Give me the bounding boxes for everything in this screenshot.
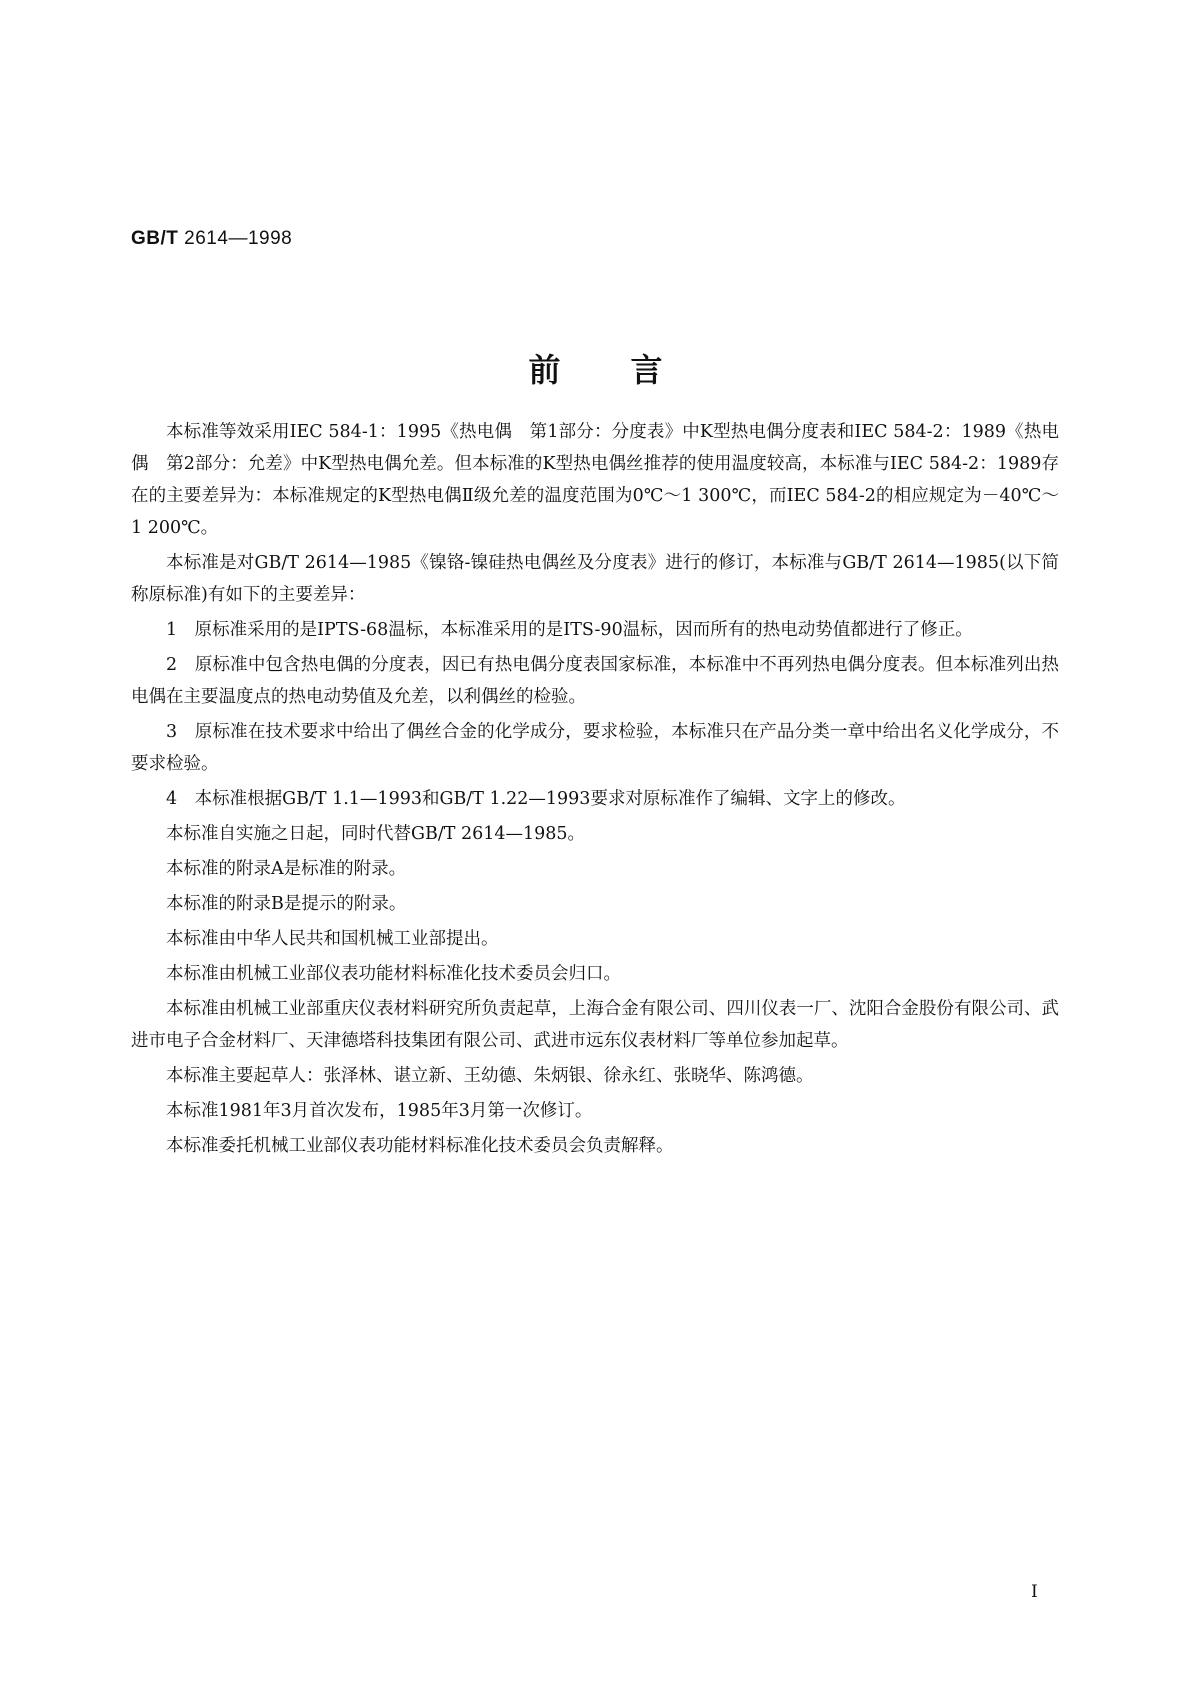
standard-number bbox=[131, 228, 292, 250]
paragraph: 本标准委托机械工业部仪表功能材料标准化技术委员会负责解释。 bbox=[166, 1136, 674, 1156]
paragraph: 2 原标准中包含热电偶的分度表，因已有热电偶分度表国家标准，本标准中不再列热电偶分度表。但本标准列出热电偶在主要温度点的热电动势值及允差，以利偶丝的检验。 bbox=[131, 655, 1059, 707]
foreword-body bbox=[131, 416, 1059, 1165]
paragraph: 本标准的附录B是提示的附录。 bbox=[166, 894, 407, 914]
standard-prefix: GB/T bbox=[131, 228, 179, 249]
paragraph: 本标准自实施之日起，同时代替GB/T 2614—1985。 bbox=[166, 824, 586, 844]
paragraph: 本标准是对GB/T 2614—1985《镍铬-镍硅热电偶丝及分度表》进行的修订，本标准与GB/T 2614—1985(以下简称原标准)有如下的主要差异： bbox=[131, 553, 1059, 605]
standard-code: 2614—1998 bbox=[184, 228, 293, 249]
paragraph: 本标准等效采用IEC 584-1：1995《热电偶 第1部分：分度表》中K型热电偶分度表和IEC 584-2：1989《热电偶 第2部分：允差》中K型热电偶允差。但本标准的K型热电偶丝推荐的使用温度较高，本标准与IEC 584-2：1989存在的主要差异为：本标准规定的K型热电偶Ⅱ级允差的温度范围为0℃～1 300℃，而IEC 584-2的相应规定为－40℃～1 200℃。 bbox=[131, 422, 1059, 538]
paragraph: 本标准由机械工业部仪表功能材料标准化技术委员会归口。 bbox=[166, 964, 621, 984]
paragraph: 1 原标准采用的是IPTS-68温标，本标准采用的是ITS-90温标，因而所有的热电动势值都进行了修正。 bbox=[166, 620, 973, 640]
paragraph: 本标准主要起草人：张泽林、谌立新、王幼德、朱炳银、徐永红、张晓华、陈鸿德。 bbox=[166, 1066, 814, 1086]
page-number: I bbox=[1031, 1582, 1038, 1602]
page-title: 前言 bbox=[528, 351, 733, 389]
paragraph: 本标准由中华人民共和国机械工业部提出。 bbox=[166, 929, 499, 949]
paragraph: 4 本标准根据GB/T 1.1—1993和GB/T 1.22—1993要求对原标准作了编辑、文字上的修改。 bbox=[166, 789, 906, 809]
paragraph: 本标准由机械工业部重庆仪表材料研究所负责起草，上海合金有限公司、四川仪表一厂、沈阳合金股份有限公司、武进市电子合金材料厂、天津德塔科技集团有限公司、武进市远东仪表材料厂等单位参加起草。 bbox=[131, 999, 1059, 1051]
paragraph: 本标准的附录A是标准的附录。 bbox=[166, 859, 407, 879]
paragraph: 本标准1981年3月首次发布，1985年3月第一次修订。 bbox=[166, 1101, 593, 1121]
paragraph: 3 原标准在技术要求中给出了偶丝合金的化学成分，要求检验，本标准只在产品分类一章中给出名义化学成分，不要求检验。 bbox=[131, 722, 1059, 774]
